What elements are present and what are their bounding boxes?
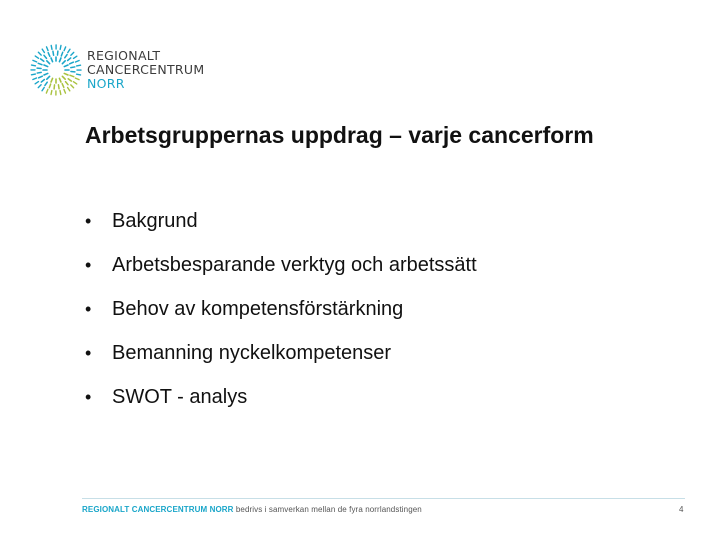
footer-caption: bedrivs i samverkan mellan de fyra norrlandstingen: [233, 505, 422, 514]
list-item: [85, 243, 477, 287]
logo-line-1: REGIONALT: [87, 48, 161, 63]
bullet-icon: •: [85, 254, 92, 275]
bullet-icon: •: [85, 342, 92, 363]
bullet-icon: •: [85, 298, 92, 319]
bullet-list: [85, 199, 477, 419]
logo-line-3: NORR: [87, 76, 125, 91]
bullet-text: Bemanning nyckelkompetenser: [112, 341, 392, 364]
logo-line-2: CANCERCENTRUM: [87, 62, 205, 77]
list-item: [85, 287, 477, 331]
footer-brand: REGIONALT CANCERCENTRUM NORR: [82, 505, 234, 514]
logo-text: [87, 49, 204, 91]
bullet-icon: •: [85, 386, 92, 407]
sunburst-logo-icon: [30, 44, 82, 96]
bullet-text: Bakgrund: [112, 209, 198, 232]
logo: [30, 44, 205, 96]
list-item: [85, 375, 477, 419]
footer-text: [82, 505, 422, 514]
bullet-text: SWOT - analys: [112, 385, 248, 408]
bullet-icon: •: [85, 210, 92, 231]
bullet-text: Behov av kompetensförstärkning: [112, 297, 404, 320]
page-number: 4: [679, 505, 684, 514]
slide-title: Arbetsgruppernas uppdrag – varje cancerform: [85, 122, 594, 148]
list-item: [85, 331, 477, 375]
bullet-text: Arbetsbesparande verktyg och arbetssätt: [112, 253, 477, 276]
footer-divider: [82, 498, 685, 499]
list-item: [85, 199, 477, 243]
